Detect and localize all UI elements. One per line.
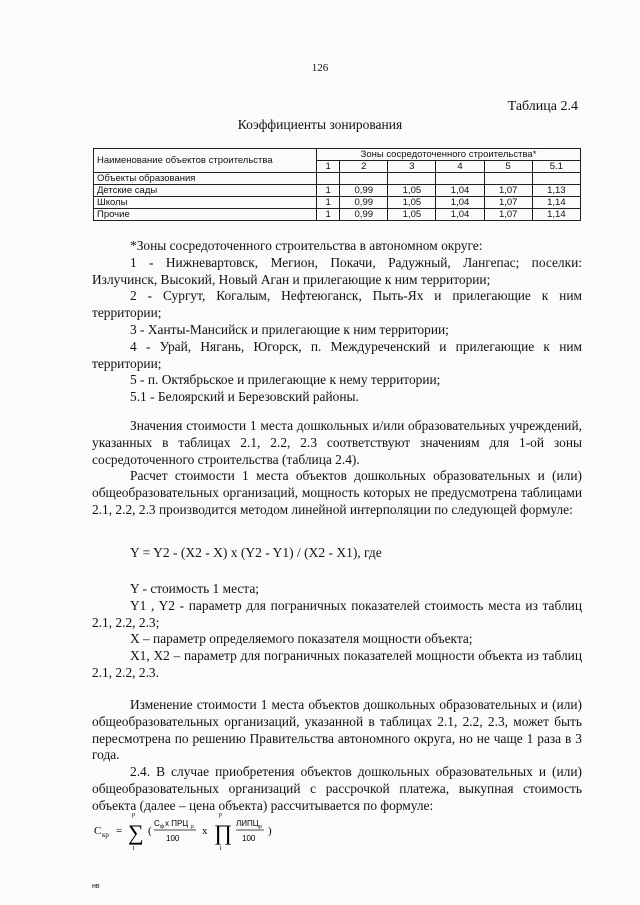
zone-item: 5.1 - Белоярский и Березовский районы. xyxy=(130,389,359,405)
paragraph-values-text: Значения стоимости 1 места дошкольных и/или образовательных учреждений, указанных в таблицах 2.1, 2.2, 2.3 соответствуют значениям для 1-ой зоны сосредоточенного строительства (таблица 2.4). xyxy=(92,418,582,467)
zone-number: 4 xyxy=(436,161,484,173)
svg-text:): ) xyxy=(268,825,272,837)
svg-text:р: р xyxy=(259,824,262,830)
row-value: 1,04 xyxy=(436,209,484,221)
svg-text:ф: ф xyxy=(160,824,165,830)
svg-text:р: р xyxy=(219,812,222,818)
paragraph-change xyxy=(92,697,582,815)
zone-item: 1 - Нижневартовск, Мегион, Покачи, Радужный, Лангепас; поселки: Излучинск, Высокий, Новый Аган и прилегающие к ним территории; xyxy=(92,254,582,287)
svg-text:100: 100 xyxy=(242,834,256,843)
group-row xyxy=(94,173,581,185)
interpolation-formula: Y = Y2 - (X2 - X) x (Y2 - Y1) / (X2 - X1), где xyxy=(130,545,382,560)
table-header-row xyxy=(94,149,581,161)
paragraph-values xyxy=(92,418,582,519)
row-value: 1,04 xyxy=(436,185,484,197)
svg-text:р: р xyxy=(191,824,194,830)
row-value: 0,99 xyxy=(340,197,388,209)
svg-text:∑: ∑ xyxy=(128,820,144,845)
svg-text:1: 1 xyxy=(132,846,135,852)
row-name: Детские сады xyxy=(94,185,317,197)
row-value: 1,13 xyxy=(532,185,580,197)
row-value: 1,14 xyxy=(532,209,580,221)
svg-text:=: = xyxy=(116,825,123,837)
table-row xyxy=(94,185,581,197)
row-value: 1,05 xyxy=(388,209,436,221)
svg-text:∏: ∏ xyxy=(214,820,233,845)
zone-number: 5.1 xyxy=(532,161,580,173)
table-row xyxy=(94,209,581,221)
row-value: 1 xyxy=(317,209,340,221)
table-row xyxy=(94,197,581,209)
zoning-coefficients-table xyxy=(93,148,581,221)
definition-item: Y - стоимость 1 места; xyxy=(130,581,259,596)
definitions xyxy=(92,581,582,682)
row-value: 1,05 xyxy=(388,197,436,209)
zone-number: 5 xyxy=(484,161,532,173)
row-value: 1 xyxy=(317,197,340,209)
svg-text:100: 100 xyxy=(166,834,180,843)
zone-number: 1 xyxy=(317,161,340,173)
header-zones: Зоны сосредоточенного строительства* xyxy=(317,149,581,161)
svg-text:1: 1 xyxy=(219,846,222,852)
paragraph-change-text: Изменение стоимости 1 места объектов дошкольных образовательных и (или) общеобразовательных организаций, указанной в таблицах 2.1, 2.2, 2.3, может быть пересмотрена по решению Правительства автономного округа, но не чаще 1 раза в 3 года. xyxy=(92,697,582,763)
svg-text:(: ( xyxy=(148,825,152,837)
svg-text:ЛИПЦ: ЛИПЦ xyxy=(236,819,259,828)
row-value: 1,14 xyxy=(532,197,580,209)
paragraph-calc-text: Расчет стоимости 1 места объектов дошкольных образовательных и (или) общеобразовательных организаций, мощность которых не предусмотрена таблицами 2.1, 2.2, 2.3 производится методом линейной интерполяции по следующей формуле: xyxy=(92,468,582,517)
svg-text:x: x xyxy=(202,825,208,837)
definition-item: X – параметр определяемого показателя мощности объекта; xyxy=(130,631,473,647)
row-value: 1,05 xyxy=(388,185,436,197)
svg-text:кр: кр xyxy=(102,831,109,839)
paragraph-2-4-text: 2.4. В случае приобретения объектов дошкольных образовательных и (или) общеобразовательных организаций с рассрочкой платежа, выкупная стоимость объекта (далее – цена объекта) рассчитывается по формуле: xyxy=(92,764,582,813)
row-value: 1,04 xyxy=(436,197,484,209)
page-number: 126 xyxy=(311,62,329,74)
row-value: 1,07 xyxy=(484,185,532,197)
zone-item: 5 - п. Октябрьское и прилегающие к нему территории; xyxy=(130,372,441,388)
zone-number: 2 xyxy=(340,161,388,173)
definition-item: X1, X2 – параметр для пограничных показателей мощности объекта из таблиц 2.1, 2.2, 2.3. xyxy=(92,648,582,680)
row-name: Школы xyxy=(94,197,317,209)
row-name: Прочие xyxy=(94,209,317,221)
svg-text:р: р xyxy=(132,812,135,818)
row-value: 0,99 xyxy=(340,185,388,197)
svg-text:С: С xyxy=(154,819,160,828)
footer-mark: нв xyxy=(92,883,100,890)
zone-item: 3 - Ханты-Мансийск и прилегающие к ним территории; xyxy=(130,321,449,337)
price-formula-graphic xyxy=(92,804,312,852)
definition-item: Y1 , Y2 - параметр для пограничных показателей стоимость места из таблиц 2.1, 2.2, 2.3; xyxy=(92,597,582,630)
zone-number: 3 xyxy=(388,161,436,173)
row-value: 1,07 xyxy=(484,209,532,221)
table-title: Коэффициенты зонирования xyxy=(237,117,403,132)
row-value: 0,99 xyxy=(340,209,388,221)
zones-note-heading: *Зоны сосредоточенного строительства в автономном округе: xyxy=(130,238,483,253)
zones-note xyxy=(92,238,582,406)
table-label: Таблица 2.4 xyxy=(507,99,578,114)
row-value: 1,07 xyxy=(484,197,532,209)
header-object-name: Наименование объектов строительства xyxy=(94,149,317,173)
group-label: Объекты образования xyxy=(94,173,317,185)
zone-item: 2 - Сургут, Когалым, Нефтеюганск, Пыть-Ях и прилегающие к ним территории; xyxy=(92,288,582,321)
zone-item: 4 - Урай, Нягань, Югорск, п. Междуреченский и прилегающие к ним территории; xyxy=(92,338,582,371)
row-value: 1 xyxy=(317,185,340,197)
svg-text:x ПРЦ: x ПРЦ xyxy=(165,819,189,828)
svg-text:С: С xyxy=(94,825,102,837)
